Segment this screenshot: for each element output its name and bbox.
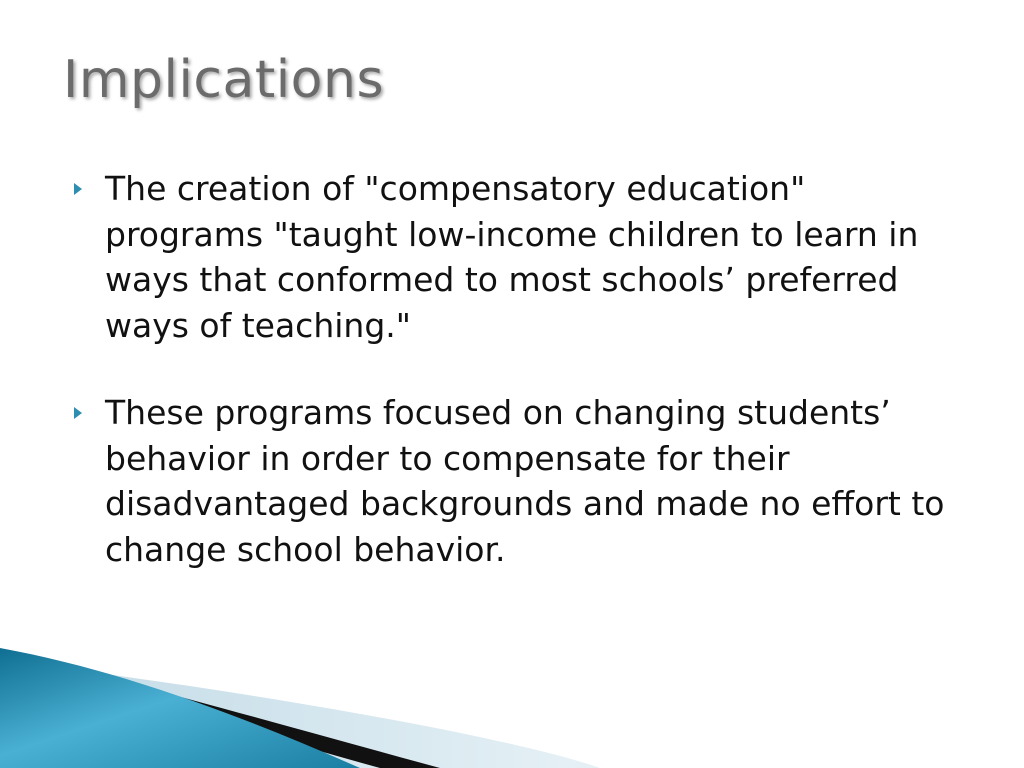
slide-title: Implications — [63, 50, 385, 110]
bullet-text: These programs focused on changing students’ behavior in order to compensate for their disadvantaged backgrounds and made no effort to change school behavior. — [105, 393, 945, 569]
bullet-text: The creation of "compensatory education" programs "taught low-income children to learn in ways that conformed to most schools’ preferred ways of teaching." — [105, 169, 919, 345]
